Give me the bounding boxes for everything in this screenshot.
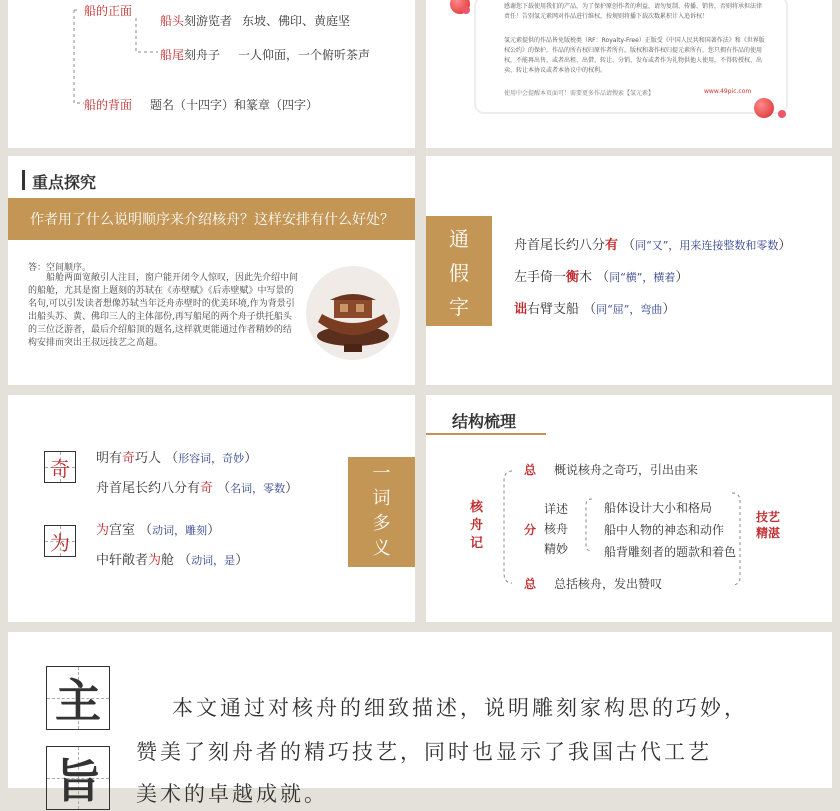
head-row: 船头刻游览者 [160,14,233,28]
title-bar [22,170,25,190]
list-item: 舟首尾长约八分有奇 （名词，零数） [96,481,299,496]
label-box [426,216,492,326]
label-char: 多 [372,513,391,534]
answer-body: 船舱两面宽敞引人注目，窗户能开闭令人惊叹，因此先介绍中间的船舱，尤其是窗上题刻的苏轼在《赤壁赋》《后赤壁赋》中写景的名句,可以引发读者想像苏轼当年泛舟赤壁时的优美环境,作为背景引出船头苏、黄、佛印三人的主体部份,再写船尾的两个舟子烘托船头的三位泛游者，最后介绍船顶的题名,这样就更能通过作者精妙的结构安排而突出王叔远技艺之高超。 [28,273,299,348]
label-box [348,457,415,567]
zong-label: 总 [524,463,537,477]
slide-structure [426,395,832,622]
slide-polysemy [8,395,415,622]
label-char: 字 [449,295,469,319]
answer-label: 答：空间顺序。 [28,263,92,273]
small-dot-icon [462,6,470,14]
notice-footer: 使用中会提醒本页面可！需要更多作品请搜索【氢元素】 [504,90,655,97]
list-item: 诎右臂支船 （同“屈”，弯曲） [514,302,676,317]
char-box: 奇 [44,451,76,483]
head-people: 东坡、佛印、黄庭坚 [242,14,351,28]
slide-interchangeable-chars [426,156,832,385]
bottom-summary: 总括核舟，发出赞叹 [554,577,663,591]
slide-ship-parts [8,0,415,148]
skill-label: 技艺 精湛 [756,510,781,540]
slide-key-inquiry [8,156,415,385]
list-item: 左手倚一衡木 （同“横”，横着） [514,270,689,285]
list-item: 船中人物的神态和动作 [604,523,725,537]
label-char: 义 [372,538,391,559]
small-dot-icon [778,110,786,118]
label-char: 假 [449,261,469,285]
theme-line1: 本文通过对核舟的细致描述，说明雕刻家构思的巧妙， [172,696,748,720]
list-item: 船背雕刻者的题款和着色 [604,545,737,559]
detail-label: 详述 核舟 精妙 [544,502,569,556]
tail-row: 船尾刻舟子 [160,48,221,62]
list-item: 明有奇巧人 （形容词，奇妙） [96,451,258,466]
fen-label: 分 [524,523,537,537]
vertical-title: 核 舟 记 [470,500,484,551]
label-char: 通 [449,227,469,251]
tail-people: 一人仰面，一个俯听茶声 [238,48,371,62]
carved-boat-image [306,266,400,360]
back-text: 题名（十四字）和篆章（四字） [150,98,319,112]
question-text: 作者用了什么说明顺序来介绍核舟？这样安排有什么好处？ [30,212,394,228]
red-dot-icon [754,98,774,118]
top-summary: 概说核舟之奇巧，引出由来 [554,463,699,477]
front-label: 船的正面 [84,4,133,18]
slide-copyright [426,0,832,148]
char-box: 为 [44,525,76,557]
theme-char-box: 主 [46,666,110,730]
label-char: 一 [372,463,391,484]
theme-char-box: 旨 [46,746,110,810]
section-title: 重点探究 [32,173,97,192]
theme-line3: 美术的卓越成就。 [136,782,328,806]
label-char: 词 [372,488,391,509]
back-label: 船的背面 [84,98,133,112]
notice-line1: 感谢您下载使用我们的产品，为了保护原创作者的利益，请勿复制、传播、销售，否则将承担法律责任！告别氢元素网对作品进行维权，按规则将播下载次数累积计入追诉权！ [504,3,763,20]
notice-line2: 氢元素提供的作品皆免版税类（RF：Royalty-Free）正版受《中国人民共和国著作法》和《世界版权公约》的保护，作品的所有权归原作者所有，版权和著作权归提元素所有，您只拥有作品的使用权，不能再出售、或者出租、出借、转让、分销、发布或者作为礼物供他人使用，不得转授权、出卖、转让本协议或者本协议中的权利。 [504,37,765,74]
list-item: 为宫室 （动词，雕刻） [96,523,221,538]
list-item: 舟首尾长约八分有 （同“又”，用来连接整数和零数） [514,238,792,253]
site-link[interactable]: www.49pic.com [704,88,752,95]
list-item: 船体设计大小和格局 [604,501,713,515]
detail-items [604,497,736,563]
list-item: 中轩敞者为舱 （动词，是） [96,553,249,568]
question-bar [8,198,415,240]
notice-card [474,0,788,114]
slide-theme [8,632,832,808]
zong-label: 总 [524,577,537,591]
theme-line2: 赞美了刻舟者的精巧技艺，同时也显示了我国古代工艺 [136,740,712,764]
section-title: 结构梳理 [452,412,517,431]
